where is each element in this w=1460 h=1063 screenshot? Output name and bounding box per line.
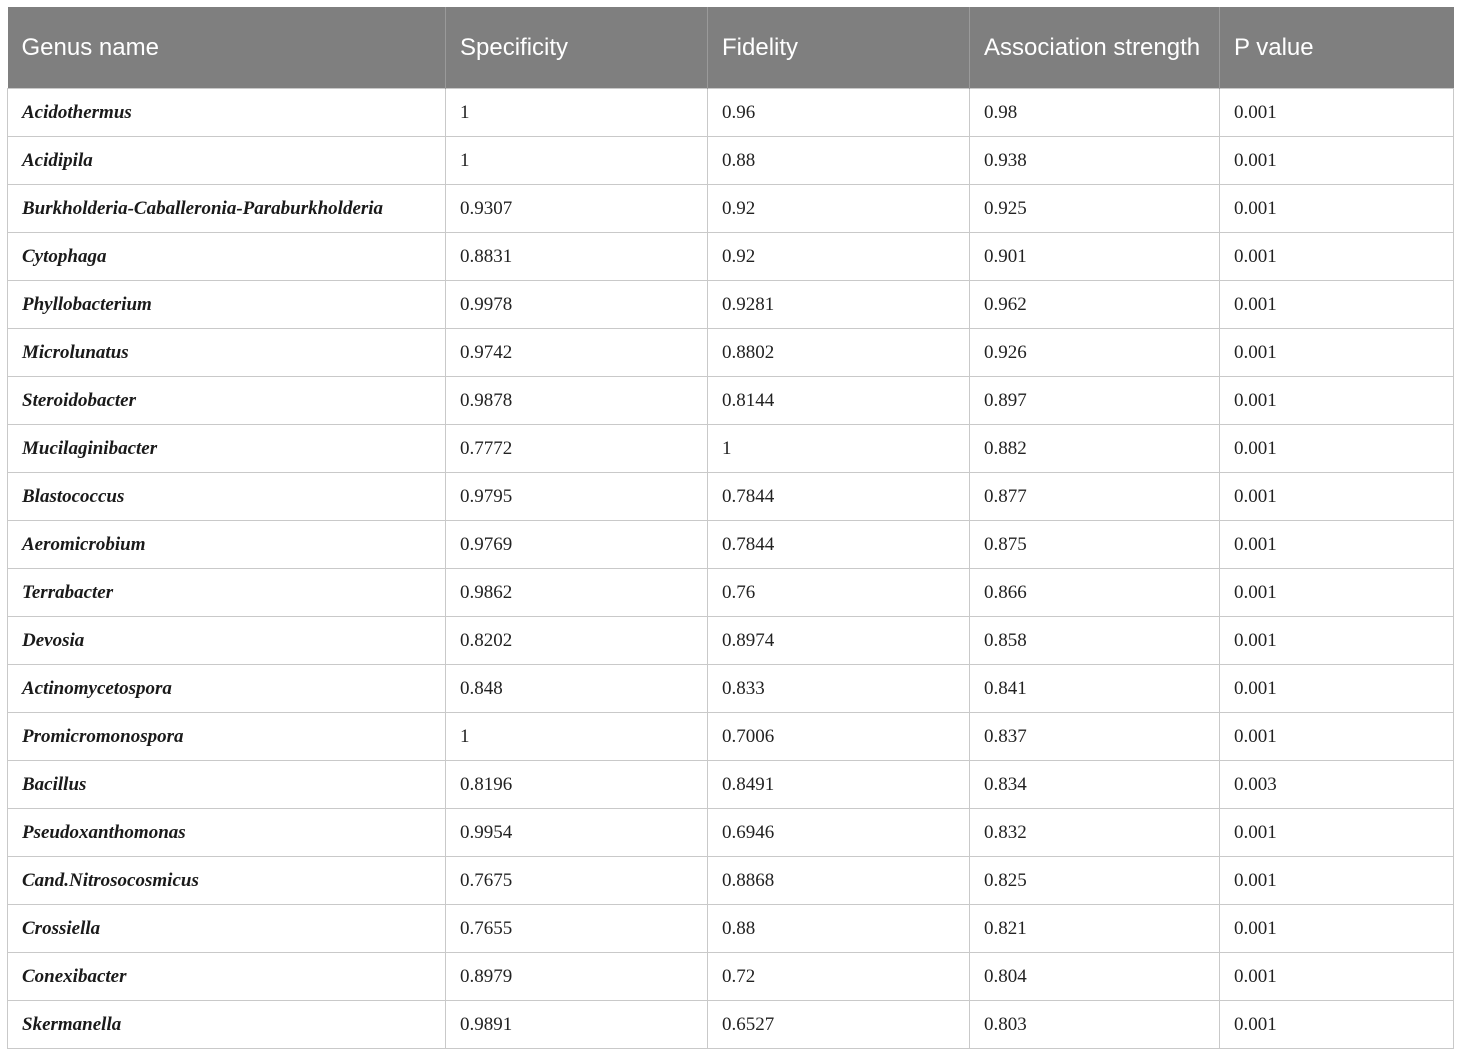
cell-specificity: 1 <box>446 713 708 761</box>
cell-p-value: 0.001 <box>1220 377 1454 425</box>
cell-specificity: 0.9769 <box>446 521 708 569</box>
cell-fidelity: 0.7844 <box>708 521 970 569</box>
cell-fidelity: 0.8868 <box>708 857 970 905</box>
cell-p-value: 0.001 <box>1220 665 1454 713</box>
cell-genus-name: Skermanella <box>8 1001 446 1049</box>
indicator-genus-table-container <box>7 7 1453 1049</box>
cell-genus-name: Microlunatus <box>8 329 446 377</box>
table-row <box>8 857 1454 905</box>
table-row <box>8 665 1454 713</box>
table-row <box>8 953 1454 1001</box>
cell-specificity: 0.7655 <box>446 905 708 953</box>
cell-p-value: 0.001 <box>1220 137 1454 185</box>
cell-genus-name: Cytophaga <box>8 233 446 281</box>
cell-association-strength: 0.803 <box>970 1001 1220 1049</box>
cell-specificity: 0.8196 <box>446 761 708 809</box>
cell-p-value: 0.001 <box>1220 329 1454 377</box>
cell-fidelity: 0.8802 <box>708 329 970 377</box>
cell-specificity: 0.848 <box>446 665 708 713</box>
cell-association-strength: 0.834 <box>970 761 1220 809</box>
cell-genus-name: Bacillus <box>8 761 446 809</box>
table-row <box>8 761 1454 809</box>
table-body <box>8 89 1454 1049</box>
table-row <box>8 569 1454 617</box>
cell-fidelity: 0.7844 <box>708 473 970 521</box>
cell-p-value: 0.001 <box>1220 713 1454 761</box>
cell-fidelity: 0.7006 <box>708 713 970 761</box>
cell-association-strength: 0.821 <box>970 905 1220 953</box>
cell-p-value: 0.001 <box>1220 953 1454 1001</box>
table-row <box>8 473 1454 521</box>
header-association-strength: Association strength <box>970 7 1220 89</box>
cell-fidelity: 0.72 <box>708 953 970 1001</box>
table-row <box>8 233 1454 281</box>
cell-specificity: 0.9307 <box>446 185 708 233</box>
cell-specificity: 1 <box>446 89 708 137</box>
cell-genus-name: Burkholderia-Caballeronia-Paraburkholderia <box>8 185 446 233</box>
cell-p-value: 0.001 <box>1220 233 1454 281</box>
cell-p-value: 0.003 <box>1220 761 1454 809</box>
cell-specificity: 0.9954 <box>446 809 708 857</box>
cell-p-value: 0.001 <box>1220 1001 1454 1049</box>
cell-fidelity: 0.96 <box>708 89 970 137</box>
cell-genus-name: Acidipila <box>8 137 446 185</box>
table-row <box>8 377 1454 425</box>
cell-p-value: 0.001 <box>1220 569 1454 617</box>
cell-association-strength: 0.962 <box>970 281 1220 329</box>
cell-specificity: 0.7675 <box>446 857 708 905</box>
header-specificity: Specificity <box>446 7 708 89</box>
cell-p-value: 0.001 <box>1220 281 1454 329</box>
cell-fidelity: 0.833 <box>708 665 970 713</box>
cell-association-strength: 0.841 <box>970 665 1220 713</box>
table-row <box>8 281 1454 329</box>
cell-association-strength: 0.804 <box>970 953 1220 1001</box>
cell-p-value: 0.001 <box>1220 857 1454 905</box>
cell-fidelity: 0.6946 <box>708 809 970 857</box>
cell-association-strength: 0.882 <box>970 425 1220 473</box>
cell-genus-name: Phyllobacterium <box>8 281 446 329</box>
cell-association-strength: 0.866 <box>970 569 1220 617</box>
cell-p-value: 0.001 <box>1220 617 1454 665</box>
cell-genus-name: Pseudoxanthomonas <box>8 809 446 857</box>
cell-association-strength: 0.926 <box>970 329 1220 377</box>
cell-specificity: 0.8831 <box>446 233 708 281</box>
cell-fidelity: 0.8491 <box>708 761 970 809</box>
cell-fidelity: 0.8144 <box>708 377 970 425</box>
cell-genus-name: Cand.Nitrosocosmicus <box>8 857 446 905</box>
cell-association-strength: 0.832 <box>970 809 1220 857</box>
cell-specificity: 0.9978 <box>446 281 708 329</box>
cell-specificity: 0.7772 <box>446 425 708 473</box>
cell-association-strength: 0.825 <box>970 857 1220 905</box>
table-row <box>8 89 1454 137</box>
cell-p-value: 0.001 <box>1220 521 1454 569</box>
cell-genus-name: Crossiella <box>8 905 446 953</box>
header-fidelity: Fidelity <box>708 7 970 89</box>
cell-genus-name: Acidothermus <box>8 89 446 137</box>
table-row <box>8 809 1454 857</box>
cell-association-strength: 0.837 <box>970 713 1220 761</box>
cell-fidelity: 0.8974 <box>708 617 970 665</box>
header-row <box>8 7 1454 89</box>
table-row <box>8 425 1454 473</box>
cell-fidelity: 0.76 <box>708 569 970 617</box>
table-row <box>8 521 1454 569</box>
cell-genus-name: Conexibacter <box>8 953 446 1001</box>
cell-fidelity: 0.92 <box>708 233 970 281</box>
cell-specificity: 0.9795 <box>446 473 708 521</box>
cell-genus-name: Actinomycetospora <box>8 665 446 713</box>
table-row <box>8 713 1454 761</box>
table-row <box>8 1001 1454 1049</box>
table-header <box>8 7 1454 89</box>
cell-specificity: 0.8979 <box>446 953 708 1001</box>
cell-genus-name: Promicromonospora <box>8 713 446 761</box>
cell-p-value: 0.001 <box>1220 185 1454 233</box>
table-row <box>8 617 1454 665</box>
cell-specificity: 0.8202 <box>446 617 708 665</box>
cell-association-strength: 0.938 <box>970 137 1220 185</box>
cell-fidelity: 1 <box>708 425 970 473</box>
cell-p-value: 0.001 <box>1220 473 1454 521</box>
cell-association-strength: 0.98 <box>970 89 1220 137</box>
cell-genus-name: Devosia <box>8 617 446 665</box>
cell-genus-name: Steroidobacter <box>8 377 446 425</box>
cell-specificity: 0.9862 <box>446 569 708 617</box>
table-row <box>8 137 1454 185</box>
cell-p-value: 0.001 <box>1220 89 1454 137</box>
cell-fidelity: 0.6527 <box>708 1001 970 1049</box>
cell-specificity: 1 <box>446 137 708 185</box>
cell-fidelity: 0.88 <box>708 905 970 953</box>
cell-specificity: 0.9742 <box>446 329 708 377</box>
table-row <box>8 329 1454 377</box>
cell-association-strength: 0.877 <box>970 473 1220 521</box>
cell-specificity: 0.9878 <box>446 377 708 425</box>
cell-genus-name: Terrabacter <box>8 569 446 617</box>
cell-association-strength: 0.897 <box>970 377 1220 425</box>
cell-p-value: 0.001 <box>1220 425 1454 473</box>
cell-genus-name: Mucilaginibacter <box>8 425 446 473</box>
indicator-genus-table <box>7 7 1454 1049</box>
header-p-value: P value <box>1220 7 1454 89</box>
cell-specificity: 0.9891 <box>446 1001 708 1049</box>
cell-genus-name: Blastococcus <box>8 473 446 521</box>
cell-fidelity: 0.92 <box>708 185 970 233</box>
table-row <box>8 905 1454 953</box>
cell-association-strength: 0.925 <box>970 185 1220 233</box>
cell-association-strength: 0.875 <box>970 521 1220 569</box>
cell-association-strength: 0.901 <box>970 233 1220 281</box>
cell-genus-name: Aeromicrobium <box>8 521 446 569</box>
cell-association-strength: 0.858 <box>970 617 1220 665</box>
cell-fidelity: 0.9281 <box>708 281 970 329</box>
table-row <box>8 185 1454 233</box>
header-genus-name: Genus name <box>8 7 446 89</box>
cell-fidelity: 0.88 <box>708 137 970 185</box>
cell-p-value: 0.001 <box>1220 905 1454 953</box>
cell-p-value: 0.001 <box>1220 809 1454 857</box>
